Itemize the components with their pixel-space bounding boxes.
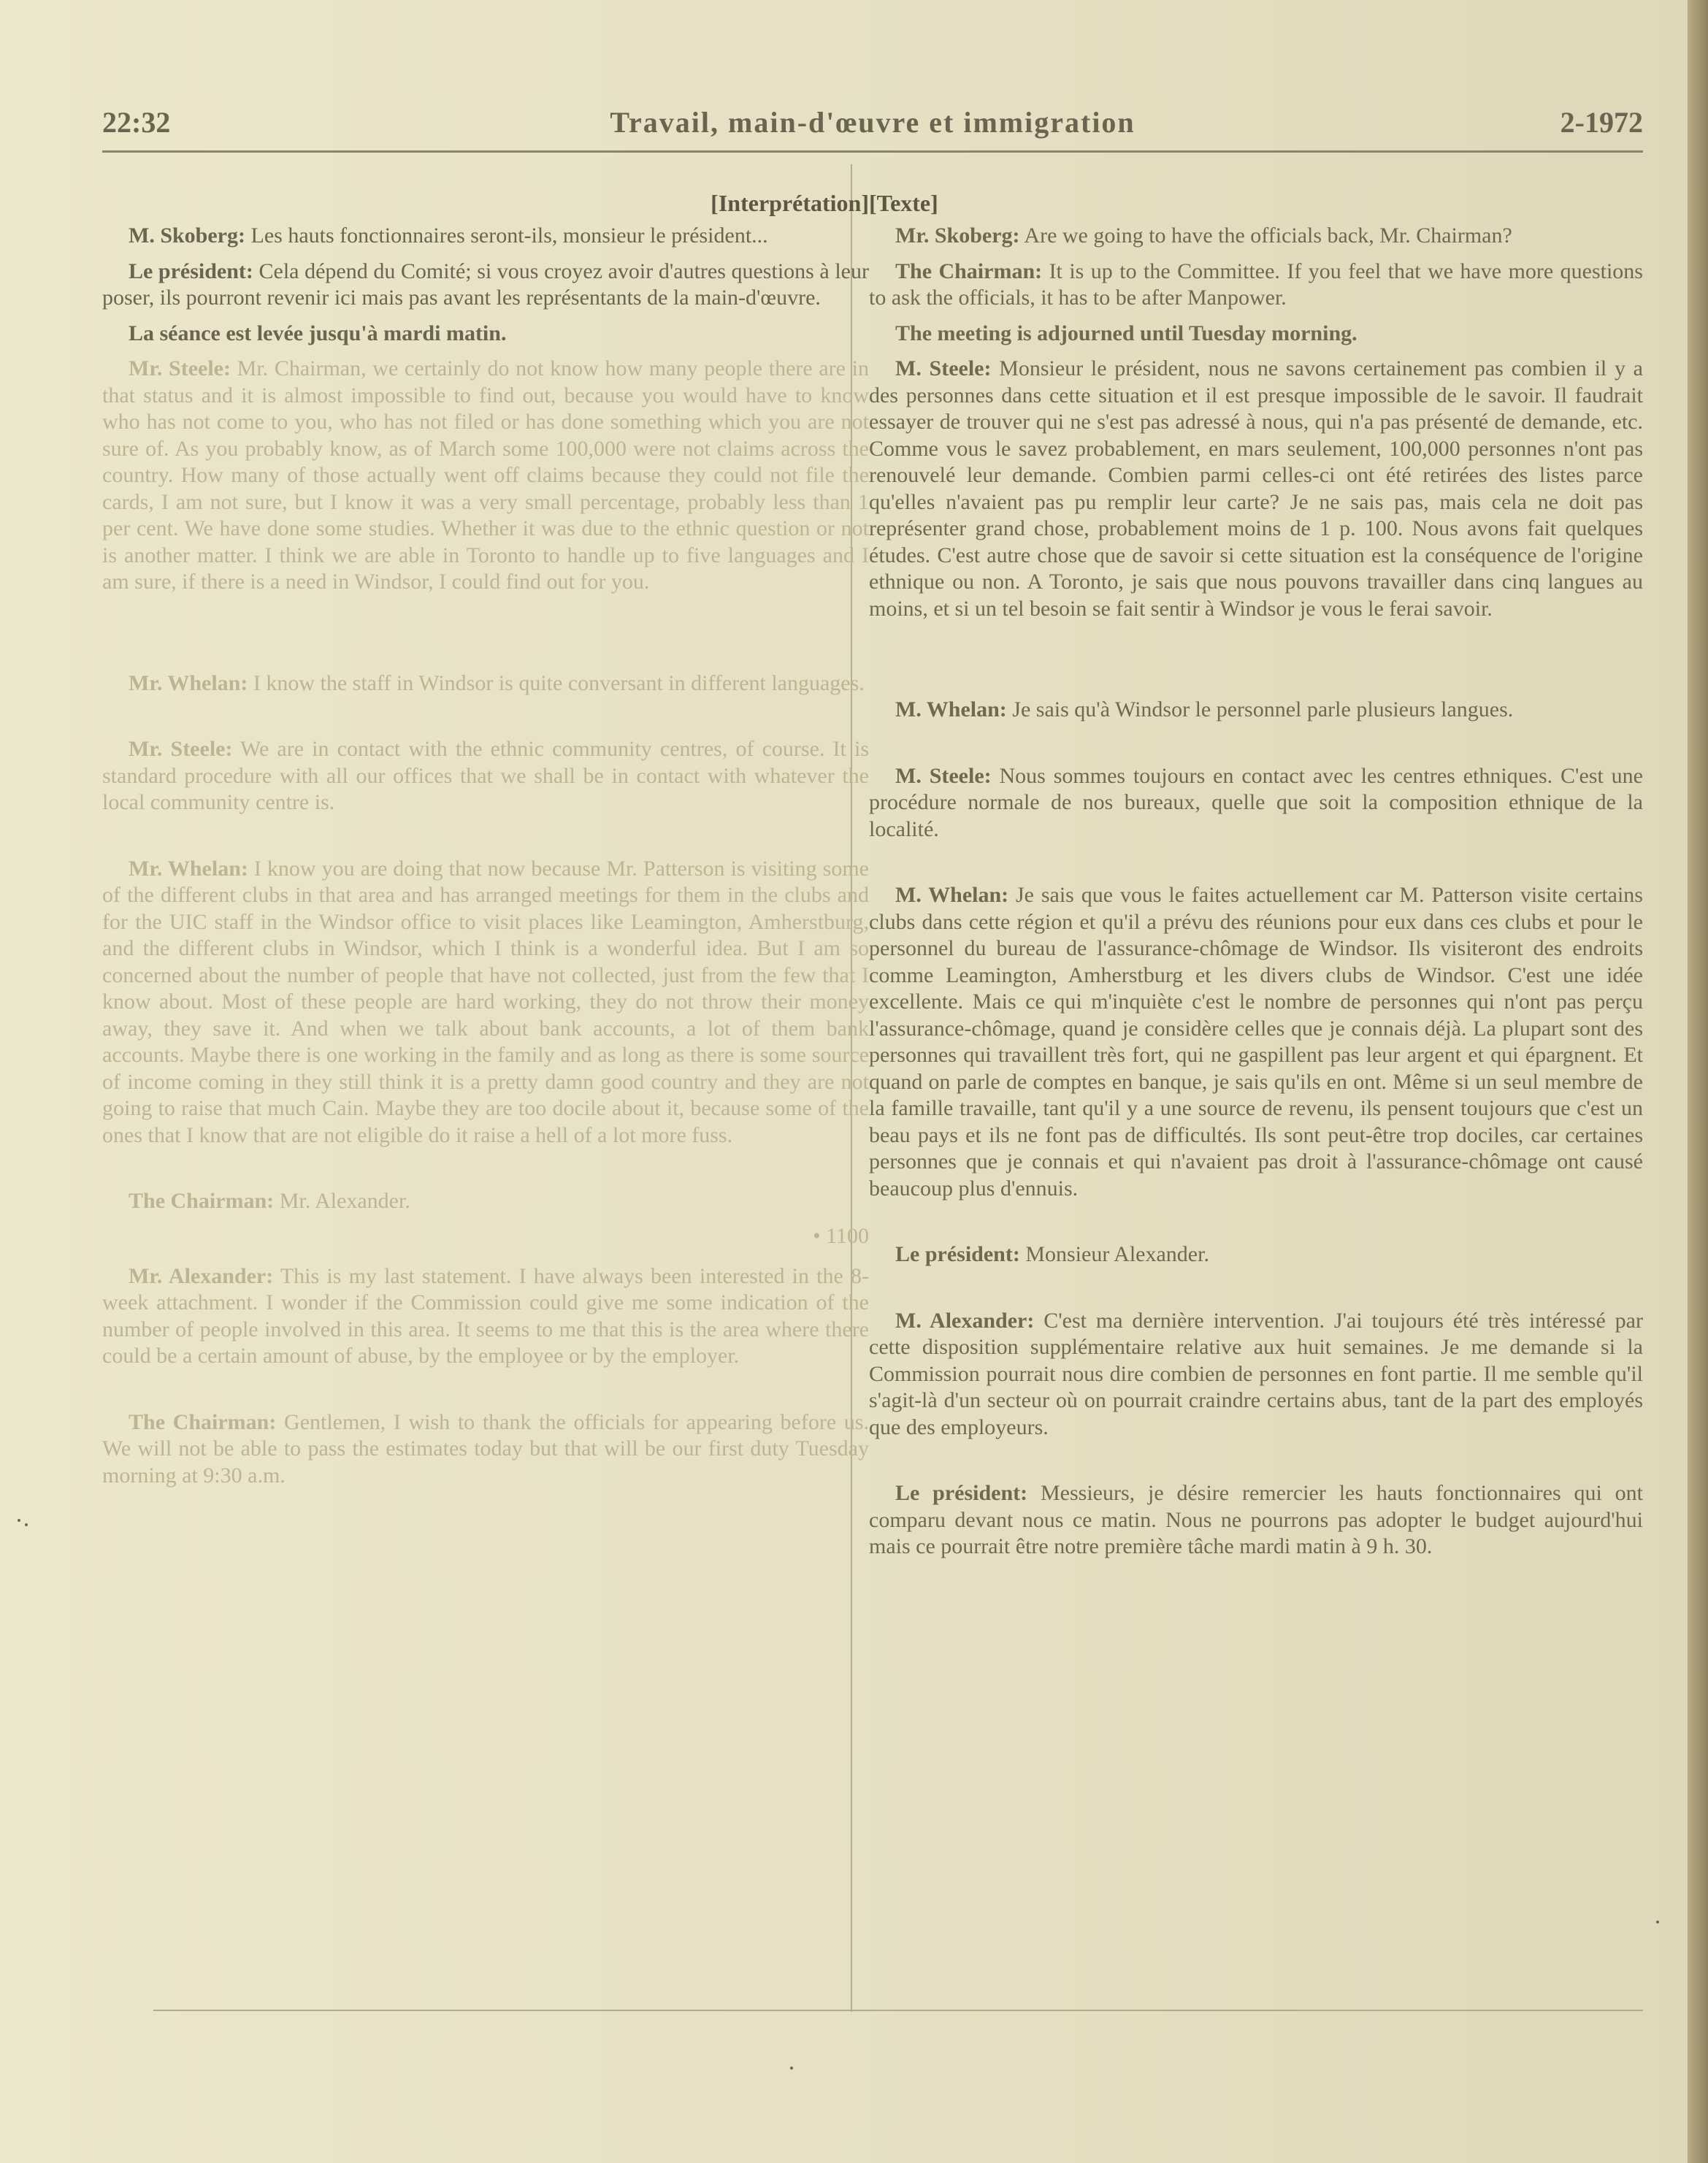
page-edge — [1688, 0, 1708, 2163]
speech-text: Gentlemen, I wish to thank the officials for appearing before us. We will not be able to pass the estimates today but that will be our first duty Tuesday morning at 9:30 a.m. — [102, 1409, 869, 1488]
running-title: Travail, main-d'œuvre et immigration — [610, 106, 1136, 139]
speaker-name: Le président: — [895, 1242, 1020, 1266]
paragraph — [869, 259, 1643, 312]
speech-text: Messieurs, je désire remercier les hauts fonctionnaires qui ont comparu devant nous ce matin. Nous ne pourrons pas adopter le budget aujourd'hui mais ce pourrait être notre première tâche mardi matin à 9 h. 30. — [869, 1481, 1643, 1558]
speech-text: Mr. Alexander. — [274, 1189, 410, 1213]
speech-text: Les hauts fonctionnaires seront-ils, monsieur le président... — [245, 223, 768, 248]
dust-speck — [25, 1523, 28, 1526]
speech-text: The meeting is adjourned until Tuesday morning. — [895, 321, 1357, 345]
speech-text: This is my last statement. I have always been interested in the 8-week attachment. I wonder if the Commission could give me some indication of the number of people involved in this area. It seems to me that this is the area where there could be a certain amount of abuse, by the employee or by the employer. — [102, 1263, 869, 1368]
paragraph — [102, 1409, 869, 1490]
speaker-name: M. Skoberg: — [129, 223, 245, 248]
speech-text: La séance est levée jusqu'à mardi matin. — [129, 321, 507, 345]
speaker-name: Le président: — [129, 259, 253, 283]
speech-text: Monsieur Alexander. — [1019, 1242, 1209, 1266]
speech-text: Cela dépend du Comité; si vous croyez avoir d'autres questions à leur poser, ils pourront revenir ici mais pas avant les représentants de la main-d'œuvre. — [102, 259, 869, 310]
page-header — [102, 101, 1643, 145]
right-column-tag: [Texte] — [869, 190, 938, 216]
speaker-name: M. Whelan: — [895, 697, 1007, 721]
dust-speck — [18, 1519, 20, 1522]
speech-text: Nous sommes toujours en contact avec les centres ethniques. C'est une procédure normale de nos bureaux, quelle que soit la composition ethnique de la localité. — [869, 763, 1643, 841]
paragraph — [102, 223, 869, 250]
time-marker: • 1100 — [813, 1223, 869, 1248]
speech-text: I know the staff in Windsor is quite conversant in different languages. — [248, 670, 865, 695]
speaker-name: M. Steele: — [895, 763, 992, 788]
paragraph — [102, 856, 869, 1149]
paragraph — [102, 321, 869, 348]
left-column — [102, 190, 869, 2059]
paragraph — [869, 697, 1643, 724]
speaker-name: The Chairman: — [129, 1409, 277, 1434]
speech-text: Mr. Chairman, we certainly do not know how many people there are in that status and it is almost impossible to find out, because you would have to know who has not come to you, who has not filed or has done something which you are not sure of. As you probably know, as of March some 100,000 were not claims across the country. How many of those actually went off claims because they could not file the cards, I am not sure, but I know it was a very small percentage, probably less than 1 per cent. We have done some studies. Whether it was due to the ethnic question or not is another matter. I think we are able in Toronto to handle up to five languages and I am sure, if there is a need in Windsor, I could find out for you. — [102, 356, 869, 594]
paragraph — [102, 259, 869, 312]
paragraph — [102, 1188, 869, 1215]
speech-text: It is up to the Committee. If you feel that we have more questions to ask the officials, it has to be after Manpower. — [869, 259, 1643, 310]
paragraph — [102, 356, 869, 596]
speaker-name: Mr. Skoberg: — [895, 223, 1020, 248]
page-number: 22:32 — [102, 106, 171, 139]
paragraph — [869, 1308, 1643, 1442]
speaker-name: M. Steele: — [895, 356, 992, 380]
faded-english-block — [102, 356, 869, 1489]
paragraph — [869, 1480, 1643, 1561]
speech-text: I know you are doing that now because Mr. Patterson is visiting some of the different clubs in that area and has arranged meetings for them in the clubs and for the UIC staff in the Windsor office to visit places like Leamington, Amherstburg, and the different clubs in Windsor, which I think is a wonderful idea. But I am so concerned about the number of people that have not collected, just from the few that I know about. Most of these people are hard working, they do not throw their money away, they save it. And when we talk about bank accounts, a lot of them bank accounts. Maybe there is one working in the family and as long as there is some source of income coming in they still think it is a pretty damn good country and they are not going to raise that much Cain. Maybe they are too docile about it, because some of the ones that I know that are not eligible do it raise a hell of a lot more fuss. — [102, 856, 869, 1147]
paragraph — [102, 736, 869, 816]
left-column-tag: [Interprétation] — [711, 190, 869, 216]
paragraph — [102, 670, 869, 697]
speaker-name: Mr. Whelan: — [129, 670, 248, 695]
speech-text: Je sais que vous le faites actuellement car M. Patterson visite certains clubs dans cette région et qu'il a prévu des réunions pour eux dans ces clubs et pour le personnel du bureau de l'assurance-chômage de Windsor. Ils visiteront des endroits comme Leamington, Amherstburg et les divers clubs de Windsor. C'est une idée excellente. Mais ce qui m'inquiète c'est le nombre de personnes qui n'ont pas perçu l'assurance-chômage, quand je considère celles que je connais déjà. La plupart sont des personnes qui travaillent très fort, qui ne gaspillent pas leur argent et qui épargnent. Et quand on parle de comptes en banque, je sais qu'ils en ont. Même si un seul membre de la famille travaille, tant qu'il y a une source de revenu, ils pensent toujours que c'est un beau pays et ils ne font pas de difficultés. Ils sont peut-être trop dociles, car certaines personnes que je connais et qui n'avaient pas droit à l'assurance-chômage ont causé beaucoup plus d'ennuis. — [869, 883, 1643, 1201]
paragraph — [869, 356, 1643, 622]
speaker-name: M. Whelan: — [895, 883, 1009, 907]
paragraph — [869, 763, 1643, 843]
paragraph — [869, 1241, 1643, 1268]
speaker-name: The Chairman: — [129, 1189, 275, 1213]
speaker-name: Le président: — [895, 1481, 1028, 1505]
paragraph — [102, 1263, 869, 1370]
paragraph — [869, 882, 1643, 1202]
speech-text: C'est ma dernière intervention. J'ai toujours été très intéressé par cette disposition supplémentaire relative aux huit semaines. Je me demande si la Commission pourrait nous dire combien de personnes en font partie. Il me semble qu'il s'agit-là d'un secteur où on pourrait craindre certains abus, tant de la part des employés que des employeurs. — [869, 1308, 1643, 1439]
footer-rule — [153, 2010, 1643, 2011]
speaker-name: Mr. Whelan: — [129, 856, 248, 881]
speaker-name: Mr. Alexander: — [129, 1263, 274, 1288]
dust-speck — [790, 2067, 793, 2070]
header-rule — [102, 150, 1643, 153]
header-date: 2-1972 — [1560, 106, 1643, 139]
right-column — [869, 190, 1643, 2059]
speech-text: We are in contact with the ethnic community centres, of course. It is standard procedure with all our offices that we shall be in contact with whatever the local community centre is. — [102, 737, 869, 814]
speech-text: Monsieur le président, nous ne savons certainement pas combien il y a des personnes dans cette situation et il est presque impossible de le savoir. Il faudrait essayer de trouver qui ne s'est pas adressé à nous, qui n'a pas présenté de demande, etc. Comme vous le savez probablement, en mars seulement, 100,000 personnes n'ont pas renouvelé leur demande. Combien parmi celles-ci ont été retirées des listes parce qu'elles n'avaient pas pu remplir leur carte? Je ne sais pas, mais cela ne doit pas représenter grand chose, probablement moins de 1 p. 100. Nous avons fait quelques études. C'est autre chose que de savoir si cette situation est la conséquence de l'origine ethnique ou non. A Toronto, je sais que nous pouvons travailler dans cinq langues au moins, et si un tel besoin se fait sentir à Windsor je vous le ferai savoir. — [869, 356, 1643, 621]
speech-text: Je sais qu'à Windsor le personnel parle plusieurs langues. — [1006, 697, 1514, 721]
paragraph — [869, 223, 1643, 250]
dust-speck — [1656, 1921, 1659, 1923]
speaker-name: M. Alexander: — [895, 1308, 1035, 1333]
speaker-name: The Chairman: — [895, 259, 1043, 283]
paragraph — [869, 321, 1643, 348]
speech-text: Are we going to have the officials back, Mr. Chairman? — [1019, 223, 1512, 248]
speaker-name: Mr. Steele: — [129, 356, 231, 380]
speaker-name: Mr. Steele: — [129, 737, 233, 761]
